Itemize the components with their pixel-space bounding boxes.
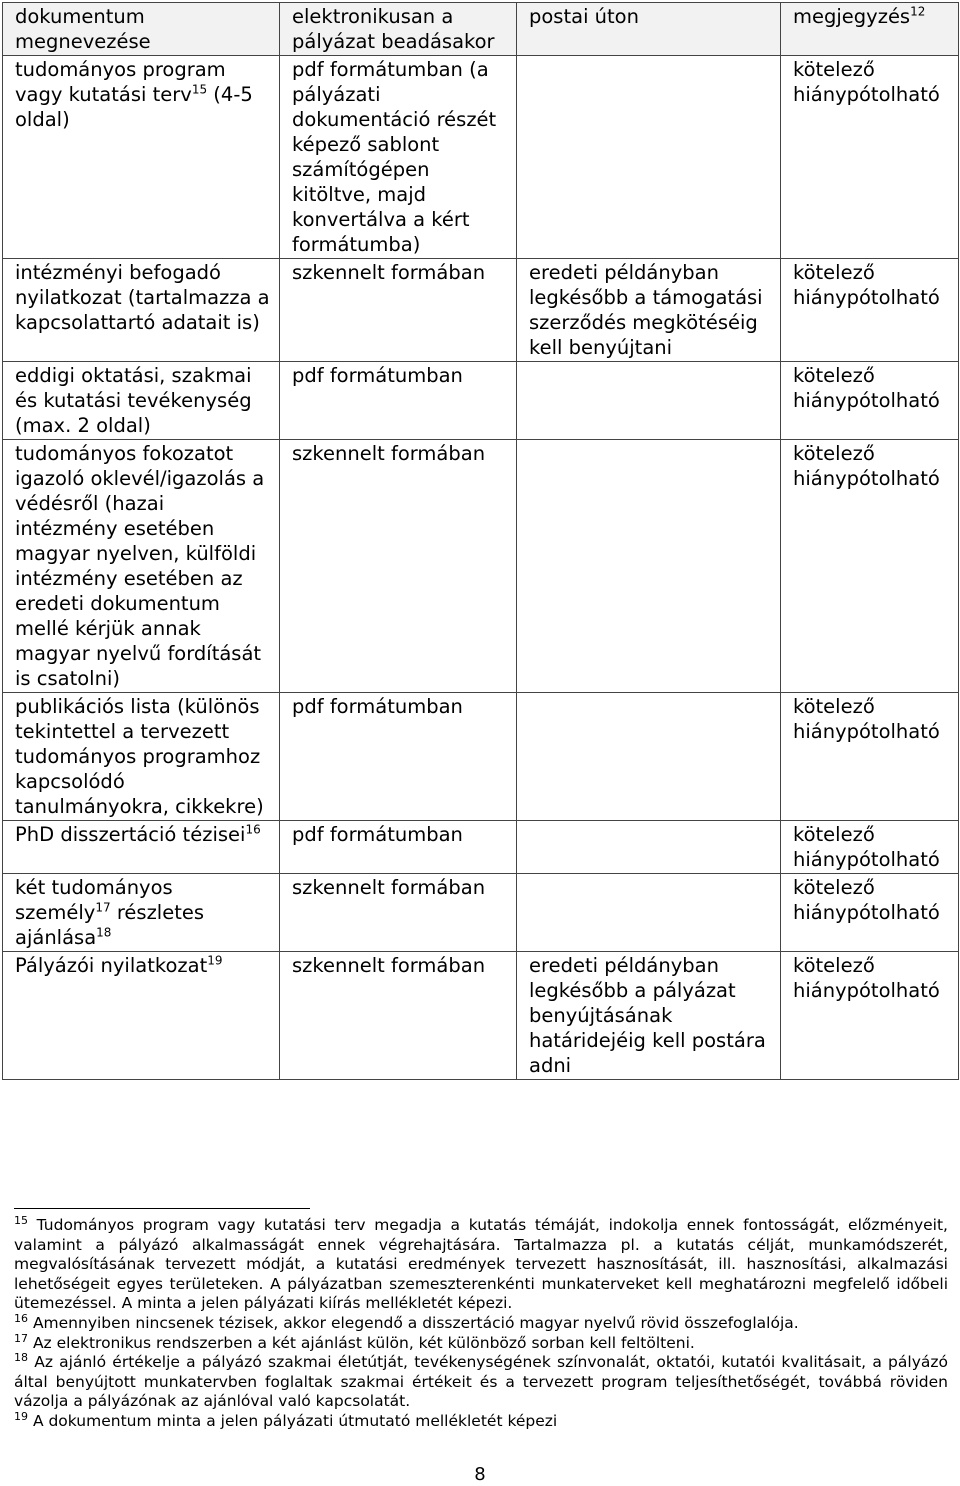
note-cell: kötelező hiánypótolható: [781, 952, 959, 1080]
footnotes: [14, 1213, 948, 1432]
document-name-cell: PhD disszertáció tézisei$^{16}$: [3, 821, 280, 874]
note-cell: kötelező hiánypótolható: [781, 440, 959, 693]
postal-cell: eredeti példányban legkésőbb a támogatási szerződés megkötéséig kell benyújtani: [517, 259, 781, 362]
electronic-cell: pdf formátumban (a pályázati dokumentáció részét képező sablont számítógépen kitöltve, majd konvertálva a kért formátumba): [280, 56, 517, 259]
electronic-cell: szkennelt formában: [280, 874, 517, 952]
postal-cell: [517, 874, 781, 952]
note-cell: kötelező hiánypótolható: [781, 362, 959, 440]
footnote-separator: [14, 1208, 310, 1209]
footnote-number: 16: [14, 1311, 28, 1325]
document-requirements-table: [2, 2, 959, 1080]
document-name-cell: Pályázói nyilatkozat$^{19}$: [3, 952, 280, 1080]
footnote-text: Az elektronikus rendszerben a két ajánlást külön, két különböző sorban kell feltölteni.: [32, 1333, 695, 1352]
footnote-number: 18: [14, 1351, 28, 1364]
postal-cell: [517, 56, 781, 259]
table-row: [3, 56, 959, 259]
footnote: [14, 1409, 948, 1432]
footnote-ref: 16: [245, 822, 261, 837]
footnote-ref: 19: [207, 953, 223, 968]
note-cell: kötelező hiánypótolható: [781, 821, 959, 874]
header-postal: postai úton: [517, 3, 781, 56]
table-row: [3, 693, 959, 821]
footnote: [14, 1353, 948, 1412]
electronic-cell: szkennelt formában: [280, 440, 517, 693]
document-name-cell: intézményi befogadó nyilatkozat (tartalmazza a kapcsolattartó adatait is): [3, 259, 280, 362]
header-electronic: elektronikusan a pályázat beadásakor: [280, 3, 517, 56]
footnote: [14, 1331, 948, 1354]
postal-cell: eredeti példányban legkésőbb a pályázat benyújtásának határidejéig kell postára adni: [517, 952, 781, 1080]
electronic-cell: szkennelt formában: [280, 952, 517, 1080]
footnote-ref: 15: [191, 82, 208, 97]
table-row: [3, 259, 959, 362]
footnote-ref: 17: [95, 900, 111, 915]
document-name-cell: tudományos program vagy kutatási terv$^{15}$ (4-5 oldal): [3, 56, 280, 259]
postal-cell: [517, 821, 781, 874]
document-name-cell: két tudományos személy$^{17}$ részletes ajánlása$^{18}$: [3, 874, 280, 952]
footnote-number: 19: [14, 1409, 28, 1423]
footnote-text: Az ajánló értékelje a pályázó szakmai életútját, tevékenységének színvonalát, oktatói, kutatói kvalitásait, a pályázó által benyújtott munkatervben foglaltak szakmai értékeit és a tervezett program teljesíthetőségét, továbbá röviden vázolja a pályázónak az ajánlóval való kapcsolatát.: [14, 1353, 948, 1411]
header-document-name: dokumentum megnevezése: [3, 3, 280, 56]
note-cell: kötelező hiánypótolható: [781, 693, 959, 821]
table-row: [3, 362, 959, 440]
table-row: [3, 952, 959, 1080]
table-row: [3, 821, 959, 874]
footnote: [14, 1311, 948, 1334]
note-cell: kötelező hiánypótolható: [781, 259, 959, 362]
footnote-ref: 12: [910, 4, 926, 19]
electronic-cell: pdf formátumban: [280, 362, 517, 440]
page-number: 8: [474, 1464, 486, 1485]
footnote: [14, 1213, 948, 1314]
table-row: [3, 874, 959, 952]
table-header-row: [3, 3, 959, 56]
electronic-cell: pdf formátumban: [280, 693, 517, 821]
footnote-text: Amennyiben nincsenek tézisek, akkor elegendő a disszertáció magyar nyelvű rövid összefoglalója.: [32, 1313, 799, 1332]
electronic-cell: szkennelt formában: [280, 259, 517, 362]
footnote-text: A dokumentum minta a jelen pályázati útmutató mellékletét képezi: [32, 1411, 558, 1430]
document-name-cell: publikációs lista (különös tekintettel a tervezett tudományos programhoz kapcsolódó tanulmányokra, cikkekre): [3, 693, 280, 821]
document-name-cell: tudományos fokozatot igazoló oklevél/igazolás a védésről (hazai intézmény esetében magyar nyelven, külföldi intézmény esetében az eredeti dokumentum mellé kérjük annak magyar nyelvű fordítását is csatolni): [3, 440, 280, 693]
header-note: megjegyzés$^{12}$: [781, 3, 959, 56]
note-cell: kötelező hiánypótolható: [781, 56, 959, 259]
electronic-cell: pdf formátumban: [280, 821, 517, 874]
note-cell: kötelező hiánypótolható: [781, 874, 959, 952]
table-row: [3, 440, 959, 693]
postal-cell: [517, 693, 781, 821]
postal-cell: [517, 440, 781, 693]
postal-cell: [517, 362, 781, 440]
footnote-text: Tudományos program vagy kutatási terv megadja a kutatás témáját, indokolja ennek fontosságát, előzményeit, valamint a pályázó alkalmasságát ennek végrehajtására. Tartalmazza pl. a kutatás célját, munkamódszerét, megvalósításának tervezett módját, a kutatási eredmények tervezett hasznosítását, ill. hasznosítási, alkalmazási lehetőségeit egyes területeken. A pályázatban szemeszterenkénti munkaterveket kell meghatározni megfelelő időbeli ütemezéssel. A minta a jelen pályázati kiírás mellékletét képezi.: [14, 1216, 948, 1313]
footnote-ref: 18: [96, 925, 112, 940]
footnote-number: 17: [14, 1331, 28, 1345]
footnote-number: 15: [14, 1213, 28, 1227]
document-name-cell: eddigi oktatási, szakmai és kutatási tevékenység (max. 2 oldal): [3, 362, 280, 440]
